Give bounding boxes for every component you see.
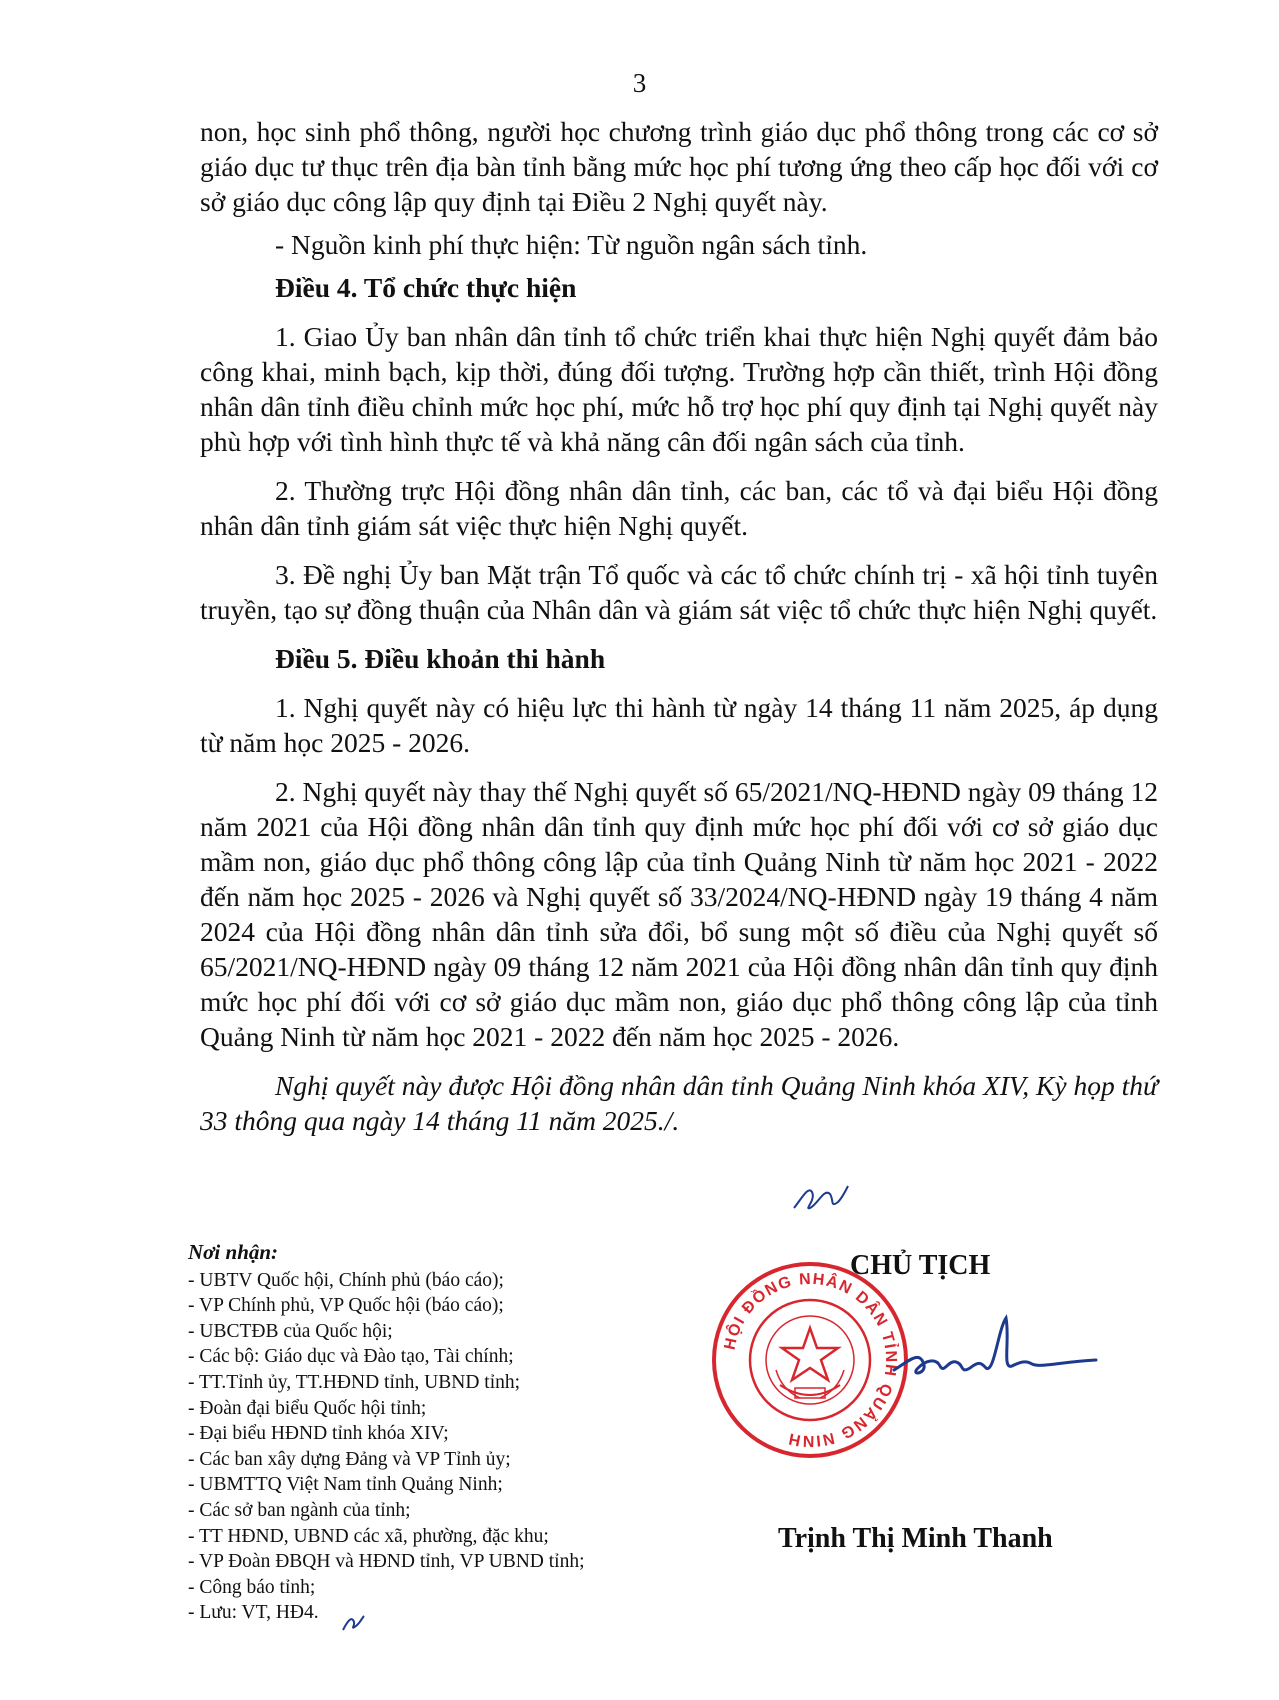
paragraph-continuation: non, học sinh phổ thông, người học chương trình giáo dục phổ thông trong các cơ sở giáo dục tư thục trên địa bàn tỉnh bằng mức học phí tương ứng theo cấp học đối với cơ sở giáo dục công lập quy định tại Điều 2 Nghị quyết này. [200, 116, 1158, 217]
page-number: 3 [632, 68, 647, 98]
recipient-item: - UBMTTQ Việt Nam tỉnh Quảng Ninh; [188, 1474, 503, 1496]
document-body [200, 114, 1158, 1138]
recipient-item: - Các sở ban ngành của tỉnh; [188, 1499, 411, 1521]
recipient-item: - Đoàn đại biểu Quốc hội tỉnh; [188, 1397, 427, 1419]
recipients-title: Nơi nhận: [188, 1240, 279, 1264]
recipient-item: - UBCTĐB của Quốc hội; [188, 1320, 393, 1342]
recipients-list [188, 1240, 708, 1626]
article-5-clause-2: 2. Nghị quyết này thay thế Nghị quyết số 65/2021/NQ-HĐND ngày 09 tháng 12 năm 2021 của Hội đồng nhân dân tỉnh quy định mức học phí đối với cơ sở giáo dục mầm non, giáo dục phổ thông công lập của tỉnh Quảng Ninh từ năm học 2021 - 2022 đến năm học 2025 - 2026 và Nghị quyết số 33/2024/NQ-HĐND ngày 19 tháng 4 năm 2024 của Hội đồng nhân dân tỉnh sửa đổi, bổ sung một số điều của Nghị quyết số 65/2021/NQ-HĐND ngày 09 tháng 12 năm 2021 của Hội đồng nhân dân tỉnh quy định mức học phí đối với cơ sở giáo dục mầm non, giáo dục phổ thông công lập của tỉnh Quảng Ninh từ năm học 2021 - 2022 đến năm học 2025 - 2026. [200, 776, 1158, 1052]
recipient-item: - Các ban xây dựng Đảng và VP Tỉnh ủy; [188, 1448, 511, 1470]
article-4-clause-2: 2. Thường trực Hội đồng nhân dân tỉnh, các ban, các tổ và đại biểu Hội đồng nhân dân tỉnh giám sát việc thực hiện Nghị quyết. [200, 475, 1158, 541]
recipient-item: - VP Đoàn ĐBQH và HĐND tỉnh, VP UBND tỉnh; [188, 1551, 585, 1573]
recipient-item: - Các bộ: Giáo dục và Đào tạo, Tài chính; [188, 1346, 514, 1368]
recipient-item: - Công báo tỉnh; [188, 1576, 316, 1598]
recipient-item: - TT.Tỉnh ủy, TT.HĐND tỉnh, UBND tỉnh; [188, 1371, 521, 1393]
article-5-heading: Điều 5. Điều khoản thi hành [275, 643, 606, 674]
official-seal-icon [710, 1260, 910, 1460]
recipient-item: - Đại biểu HĐND tỉnh khóa XIV; [188, 1423, 449, 1445]
handwritten-signature [890, 1310, 1100, 1400]
article-4-heading: Điều 4. Tổ chức thực hiện [275, 272, 577, 303]
handwritten-initials [790, 1178, 850, 1218]
paragraph-funding-source: - Nguồn kinh phí thực hiện: Từ nguồn ngân sách tỉnh. [275, 229, 868, 260]
handwritten-initials [340, 1612, 366, 1634]
signer-name: Trịnh Thị Minh Thanh [778, 1523, 1053, 1554]
signer-title: CHỦ TỊCH [850, 1250, 991, 1281]
recipient-item: - UBTV Quốc hội, Chính phủ (báo cáo); [188, 1269, 504, 1291]
article-4-clause-3: 3. Đề nghị Ủy ban Mặt trận Tổ quốc và các tổ chức chính trị - xã hội tỉnh tuyên truyền, tạo sự đồng thuận của Nhân dân và giám sát việc tổ chức thực hiện Nghị quyết. [200, 559, 1158, 625]
recipient-item: - VP Chính phủ, VP Quốc hội (báo cáo); [188, 1295, 504, 1317]
article-5-clause-1: 1. Nghị quyết này có hiệu lực thi hành từ ngày 14 tháng 11 năm 2025, áp dụng từ năm học 2025 - 2026. [200, 692, 1158, 758]
recipient-item: - TT HĐND, UBND các xã, phường, đặc khu; [188, 1525, 549, 1547]
svg-text:HỘI ĐỒNG NHÂN DÂN TỈNH QUẢNG N: HỘI ĐỒNG NHÂN DÂN TỈNH QUẢNG NINH [721, 1270, 900, 1450]
closing-statement: Nghị quyết này được Hội đồng nhân dân tỉnh Quảng Ninh khóa XIV, Kỳ họp thứ 33 thông qua ngày 14 tháng 11 năm 2025./. [200, 1070, 1158, 1136]
recipient-item: - Lưu: VT, HĐ4. [188, 1602, 319, 1624]
article-4-clause-1: 1. Giao Ủy ban nhân dân tỉnh tổ chức triển khai thực hiện Nghị quyết đảm bảo công khai, minh bạch, kịp thời, đúng đối tượng. Trường hợp cần thiết, trình Hội đồng nhân dân tỉnh điều chỉnh mức học phí, mức hỗ trợ học phí quy định tại Nghị quyết này phù hợp với tình hình thực tế và khả năng cân đối ngân sách của tỉnh. [200, 321, 1158, 457]
